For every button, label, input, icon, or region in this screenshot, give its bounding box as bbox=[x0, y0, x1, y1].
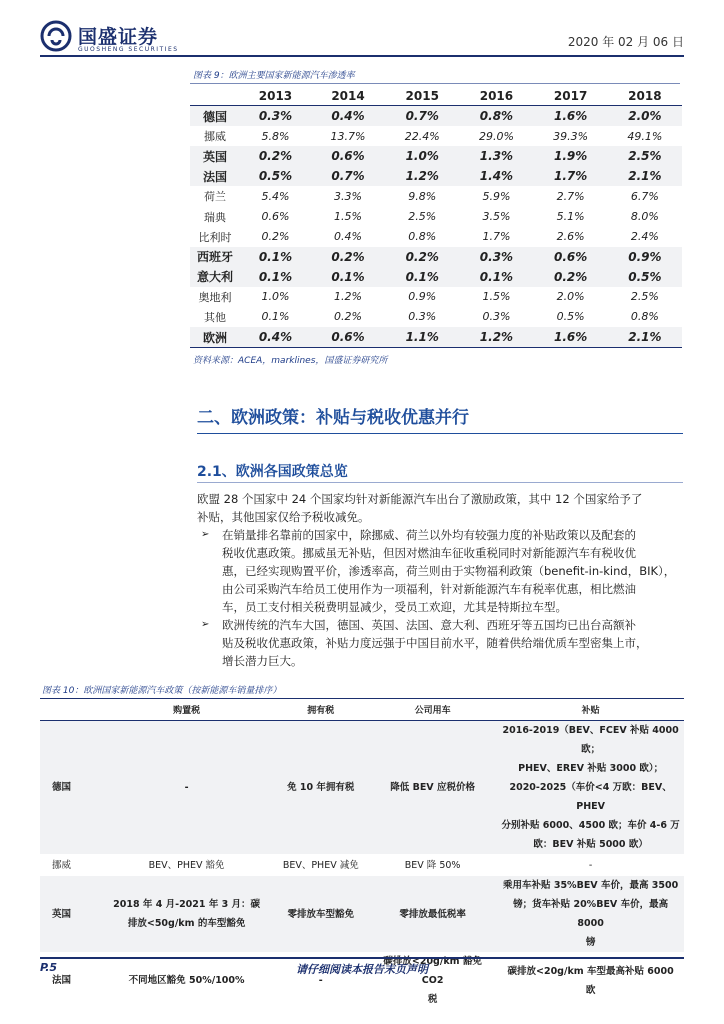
country-cell: 瑞典 bbox=[204, 210, 226, 224]
value-cell: 0.7% bbox=[405, 109, 439, 124]
value-cell: 1.9% bbox=[553, 149, 588, 164]
table-row bbox=[40, 854, 684, 876]
value-cell: 5.1% bbox=[556, 210, 585, 224]
table2-header-purchase-tax: 购置税 bbox=[100, 699, 274, 721]
bullet-paragraph-1 bbox=[222, 526, 675, 616]
value-cell: 0.2% bbox=[553, 269, 588, 284]
cell-line: 分别补贴 6000、4500 欧；车价 4-6 万 bbox=[501, 820, 680, 831]
table1-caption: 图表 9：欧洲主要国家新能源汽车渗透率 bbox=[193, 71, 355, 81]
ownership-tax-cell: - bbox=[318, 975, 323, 986]
header-divider bbox=[40, 55, 684, 57]
value-cell: 8.0% bbox=[630, 210, 659, 224]
value-cell: 0.2% bbox=[258, 149, 293, 164]
table2-header-country bbox=[40, 699, 100, 721]
ownership-tax-cell: BEV、PHEV 减免 bbox=[282, 859, 359, 871]
value-cell: 2.4% bbox=[630, 230, 659, 244]
page-header bbox=[0, 0, 724, 58]
country-cell: 西班牙 bbox=[196, 250, 233, 265]
country-cell: 其他 bbox=[204, 310, 226, 324]
table1-header-year: 2016 bbox=[459, 86, 533, 106]
value-cell: 1.5% bbox=[482, 290, 511, 304]
country-cell: 挪威 bbox=[52, 859, 72, 871]
table-row bbox=[190, 186, 682, 206]
value-cell: 0.4% bbox=[240, 327, 311, 348]
value-cell: 0.9% bbox=[628, 249, 662, 264]
value-cell: 0.4% bbox=[334, 230, 362, 244]
paragraph-line: 欧盟 28 个国家中 24 个国家均针对新能源汽车出台了激励政策，其中 12 个国家给予了 bbox=[197, 492, 643, 506]
ownership-tax-cell: 零排放车型豁免 bbox=[287, 908, 355, 920]
cell-line: 税 bbox=[427, 994, 438, 1005]
value-cell: 0.8% bbox=[479, 109, 514, 124]
purchase-tax-cell: - bbox=[184, 782, 189, 793]
value-cell: 0.2% bbox=[405, 249, 439, 264]
table-row bbox=[190, 146, 682, 166]
section-heading: 二、欧洲政策：补贴与税收优惠并行 bbox=[197, 408, 469, 428]
cell-line: 欧：BEV 补贴 5000 欧） bbox=[533, 839, 648, 850]
value-cell: 2.0% bbox=[556, 290, 585, 304]
value-cell: 1.6% bbox=[553, 109, 588, 124]
value-cell: 1.5% bbox=[334, 210, 362, 224]
table2-header-company-car: 公司用车 bbox=[368, 699, 497, 721]
cell-line: 乘用车补贴 35%BEV 车价，最高 3500 bbox=[503, 880, 679, 891]
table-row bbox=[40, 876, 684, 952]
country-cell: 挪威 bbox=[204, 130, 226, 144]
purchase-tax-cell: 不同地区豁免 50%/100% bbox=[128, 975, 245, 986]
table2-header-subsidy: 补贴 bbox=[497, 699, 684, 721]
value-cell: 39.3% bbox=[553, 129, 589, 143]
value-cell: 0.1% bbox=[405, 269, 439, 284]
value-cell: 5.4% bbox=[261, 189, 290, 203]
value-cell: 0.1% bbox=[258, 269, 293, 284]
paragraph-line: 在销量排名靠前的国家中，除挪威、荷兰以外均有较强力度的补贴政策以及配套的 bbox=[222, 528, 636, 542]
company-car-cell: 降低 BEV 应税价格 bbox=[390, 782, 475, 793]
value-cell: 0.3% bbox=[258, 109, 293, 124]
logo-text-en: GUOSHENG SECURITIES bbox=[78, 46, 179, 53]
arrow-bullet-icon: ➢ bbox=[201, 529, 210, 540]
value-cell: 2.1% bbox=[608, 327, 682, 348]
value-cell: 5.8% bbox=[261, 129, 290, 143]
value-cell: 1.2% bbox=[459, 327, 533, 348]
intro-paragraph bbox=[197, 490, 642, 526]
value-cell: 2.6% bbox=[556, 230, 585, 244]
table1-header-year: 2015 bbox=[385, 86, 459, 106]
country-cell: 意大利 bbox=[196, 270, 233, 285]
value-cell: 0.1% bbox=[479, 269, 514, 284]
value-cell: 0.5% bbox=[628, 269, 662, 284]
cell-line: 碳排放<20g/km 豁免 CO2 bbox=[383, 956, 482, 986]
cell-line: 2020-2025（车价<4 万欧：BEV、PHEV bbox=[509, 782, 672, 812]
paragraph-line: 贴及税收优惠政策，补贴力度远强于中国目前水平，随着供给端优质车型密集上市， bbox=[222, 636, 648, 650]
page-number: P.5 bbox=[40, 961, 58, 974]
subsidy-cell: - bbox=[588, 859, 593, 871]
bullet-paragraph-2 bbox=[222, 616, 648, 670]
table-row bbox=[40, 721, 684, 855]
purchase-tax-cell: BEV、PHEV 豁免 bbox=[148, 859, 225, 871]
table1-header-year: 2017 bbox=[534, 86, 608, 106]
value-cell: 0.4% bbox=[331, 109, 365, 124]
value-cell: 0.9% bbox=[408, 290, 437, 304]
value-cell: 2.1% bbox=[628, 169, 662, 184]
paragraph-line: 增长潜力巨大。 bbox=[222, 654, 303, 668]
table2-caption: 图表 10：欧洲国家新能源汽车政策（按新能源车销量排序） bbox=[42, 686, 282, 696]
value-cell: 0.8% bbox=[408, 230, 437, 244]
table-row bbox=[190, 307, 682, 327]
value-cell: 0.2% bbox=[331, 249, 365, 264]
cell-line: PHEV、EREV 补贴 3000 欧）； bbox=[518, 763, 664, 774]
table-row bbox=[190, 166, 682, 186]
paragraph-line: 由公司采购汽车给员工使用作为一项福利，针对新能源汽车有税率优惠，相比燃油 bbox=[222, 582, 636, 596]
value-cell: 49.1% bbox=[627, 129, 663, 143]
table-row bbox=[190, 267, 682, 287]
value-cell: 0.5% bbox=[258, 169, 293, 184]
table1-header-country bbox=[190, 86, 240, 106]
table1-source: 资料来源：ACEA，marklines，国盛证券研究所 bbox=[193, 356, 388, 366]
country-cell: 奥地利 bbox=[198, 290, 232, 304]
table1-header-year: 2013 bbox=[240, 86, 311, 106]
value-cell: 0.8% bbox=[630, 310, 659, 324]
value-cell: 0.3% bbox=[482, 310, 511, 324]
footer-disclaimer: 请仔细阅读本报告末页声明 bbox=[296, 963, 428, 976]
cell-line: 2016-2019（BEV、FCEV 补贴 4000 欧； bbox=[502, 725, 679, 755]
value-cell: 1.1% bbox=[385, 327, 459, 348]
value-cell: 9.8% bbox=[408, 189, 437, 203]
table-row bbox=[190, 287, 682, 307]
value-cell: 2.5% bbox=[408, 210, 437, 224]
cell-line: 2018 年 4 月-2021 年 3 月：碳 bbox=[113, 899, 261, 910]
table1-header-year: 2014 bbox=[311, 86, 385, 106]
table-row bbox=[190, 126, 682, 146]
ownership-tax-cell: 免 10 年拥有税 bbox=[287, 782, 355, 793]
penetration-table bbox=[190, 86, 682, 348]
country-cell: 比利时 bbox=[198, 230, 232, 244]
subsidy-cell: 碳排放<20g/km 车型最高补贴 6000 欧 bbox=[507, 965, 674, 996]
value-cell: 0.7% bbox=[331, 169, 365, 184]
table-row bbox=[190, 227, 682, 247]
country-cell: 法国 bbox=[202, 169, 227, 184]
paragraph-line: 欧洲传统的汽车大国，德国、英国、法国、意大利、西班牙等五国均已出台高额补 bbox=[222, 618, 636, 632]
country-cell: 德国 bbox=[202, 109, 227, 124]
value-cell: 1.7% bbox=[553, 169, 588, 184]
value-cell: 0.6% bbox=[553, 249, 588, 264]
cell-line: 镑；货车补贴 20%BEV 车价，最高 8000 bbox=[513, 899, 669, 929]
logo-emblem-icon bbox=[40, 20, 72, 52]
table1-header-year: 2018 bbox=[608, 86, 682, 106]
value-cell: 0.5% bbox=[556, 310, 585, 324]
country-cell: 英国 bbox=[202, 149, 227, 164]
value-cell: 3.3% bbox=[334, 189, 362, 203]
value-cell: 1.6% bbox=[534, 327, 608, 348]
value-cell: 0.6% bbox=[331, 149, 365, 164]
company-logo bbox=[40, 20, 200, 54]
table2-header-row bbox=[40, 699, 684, 721]
value-cell: 2.0% bbox=[628, 109, 662, 124]
value-cell: 1.0% bbox=[261, 290, 290, 304]
value-cell: 13.7% bbox=[330, 129, 366, 143]
table-row bbox=[190, 206, 682, 226]
report-date: 2020 年 02 月 06 日 bbox=[567, 35, 684, 49]
country-cell: 荷兰 bbox=[204, 190, 226, 204]
value-cell: 0.2% bbox=[334, 310, 362, 324]
value-cell: 1.7% bbox=[482, 230, 511, 244]
value-cell: 0.6% bbox=[311, 327, 385, 348]
value-cell: 2.5% bbox=[630, 290, 659, 304]
value-cell: 1.4% bbox=[479, 169, 514, 184]
subsidy-cell bbox=[497, 721, 684, 855]
subsection-heading-rule bbox=[197, 482, 683, 483]
subsidy-cell bbox=[497, 876, 684, 952]
value-cell: 2.5% bbox=[628, 149, 662, 164]
cell-line: 排放<50g/km 的车型豁免 bbox=[127, 918, 246, 929]
value-cell: 0.3% bbox=[408, 310, 437, 324]
country-cell: 法国 bbox=[52, 975, 72, 986]
value-cell: 22.4% bbox=[404, 129, 440, 143]
table1-header-row bbox=[190, 86, 682, 106]
cell-line: 镑 bbox=[585, 937, 596, 948]
table-row bbox=[190, 106, 682, 127]
country-cell: 欧洲 bbox=[190, 327, 240, 348]
value-cell: 29.0% bbox=[478, 129, 514, 143]
country-cell: 英国 bbox=[52, 908, 72, 920]
value-cell: 0.2% bbox=[261, 230, 290, 244]
value-cell: 0.1% bbox=[331, 269, 365, 284]
logo-text-cn: 国盛证券 bbox=[78, 26, 159, 48]
value-cell: 1.0% bbox=[405, 149, 439, 164]
footer-divider bbox=[40, 957, 684, 959]
value-cell: 0.3% bbox=[479, 249, 514, 264]
value-cell: 0.6% bbox=[261, 210, 290, 224]
subsection-heading: 2.1、欧洲各国政策总览 bbox=[197, 464, 348, 480]
value-cell: 2.7% bbox=[556, 189, 585, 203]
value-cell: 1.3% bbox=[479, 149, 514, 164]
value-cell: 3.5% bbox=[482, 210, 511, 224]
value-cell: 1.2% bbox=[405, 169, 439, 184]
country-cell: 德国 bbox=[52, 782, 72, 793]
value-cell: 0.1% bbox=[261, 310, 290, 324]
company-car-cell: 零排放最低税率 bbox=[399, 908, 466, 920]
value-cell: 1.2% bbox=[334, 290, 362, 304]
table1-caption-rule bbox=[190, 83, 680, 84]
table2-header-ownership-tax: 拥有税 bbox=[274, 699, 368, 721]
value-cell: 6.7% bbox=[630, 189, 659, 203]
paragraph-line: 车，员工支付相关税费明显减少，受员工欢迎，尤其是特斯拉车型。 bbox=[222, 600, 567, 614]
value-cell: 0.1% bbox=[258, 249, 293, 264]
section-heading-rule bbox=[197, 433, 683, 434]
paragraph-line: 补贴，其他国家仅给予税收减免。 bbox=[197, 510, 370, 524]
paragraph-line: 惠，已经实现购置平价，渗透率高，荷兰则由于实物福利政策（benefit-in-kind，BIK）， bbox=[222, 564, 676, 578]
value-cell: 5.9% bbox=[482, 189, 511, 203]
arrow-bullet-icon: ➢ bbox=[201, 619, 210, 630]
company-car-cell: BEV 降 50% bbox=[404, 859, 461, 871]
purchase-tax-cell bbox=[100, 876, 274, 952]
table-row bbox=[190, 327, 682, 348]
paragraph-line: 税收优惠政策。挪威虽无补贴，但因对燃油车征收重税同时对新能源汽车有税收优 bbox=[222, 546, 636, 560]
table-row bbox=[190, 247, 682, 267]
